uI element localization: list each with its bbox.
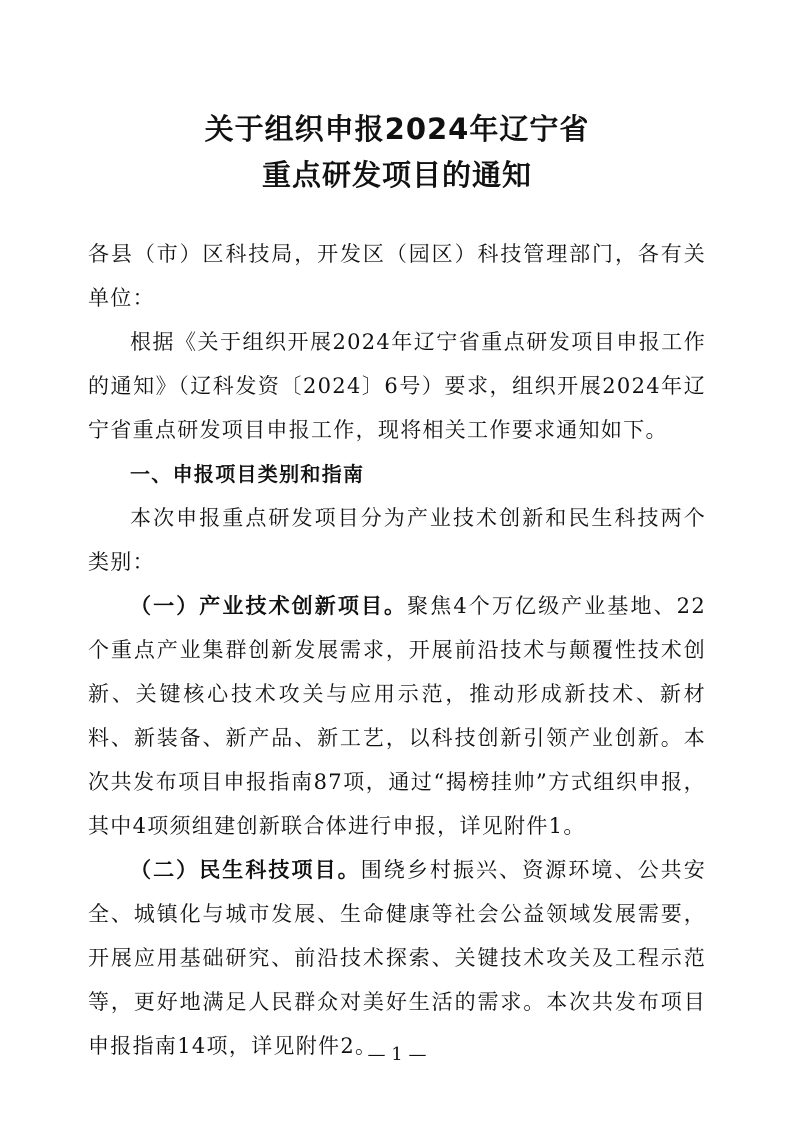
item-1-heading: （一）产业技术创新项目。 (130, 593, 408, 618)
section-1-summary: 本次申报重点研发项目分为产业技术创新和民生科技两个类别： (88, 506, 706, 574)
salutation: 各县（市）区科技局，开发区（园区）科技管理部门，各有关单位： (88, 242, 706, 310)
item-2-paragraph (88, 848, 706, 1068)
item-2-heading: （二）民生科技项目。 (130, 857, 361, 882)
document-body (88, 232, 706, 1068)
page-number: — 1 — (367, 1044, 427, 1065)
document-title-line-1: 关于组织申报2024年辽宁省 (204, 112, 590, 146)
section-1-heading: 一、申报项目类别和指南 (130, 462, 365, 486)
intro-paragraph: 根据《关于组织开展2024年辽宁省重点研发项目申报工作的通知》（辽科发资〔2024〕6号）要求，组织开展2024年辽宁省重点研发项目申报工作，现将相关工作要求通知如下。 (88, 330, 706, 442)
item-2-text: 围绕乡村振兴、资源环境、公共安全、城镇化与城市发展、生命健康等社会公益领域发展需要，开展应用基础研究、前沿技术探索、关键技术攻关及工程示范等，更好地满足人民群众对美好生活的需求。本次共发布项目申报指南14项，详见附件2。 (88, 858, 707, 1058)
item-1-paragraph (88, 584, 706, 848)
document-title-line-2: 重点研发项目的通知 (261, 158, 532, 192)
item-1-text: 聚焦4个万亿级产业基地、22个重点产业集群创新发展需求，开展前沿技术与颠覆性技术创新、关键核心技术攻关与应用示范，推动形成新技术、新材料、新装备、新产品、新工艺，以科技创新引领产业创新。本次共发布项目申报指南87项，通过“揭榜挂帅”方式组织申报，其中4项须组建创新联合体进行申报，详见附件1。 (88, 594, 706, 838)
